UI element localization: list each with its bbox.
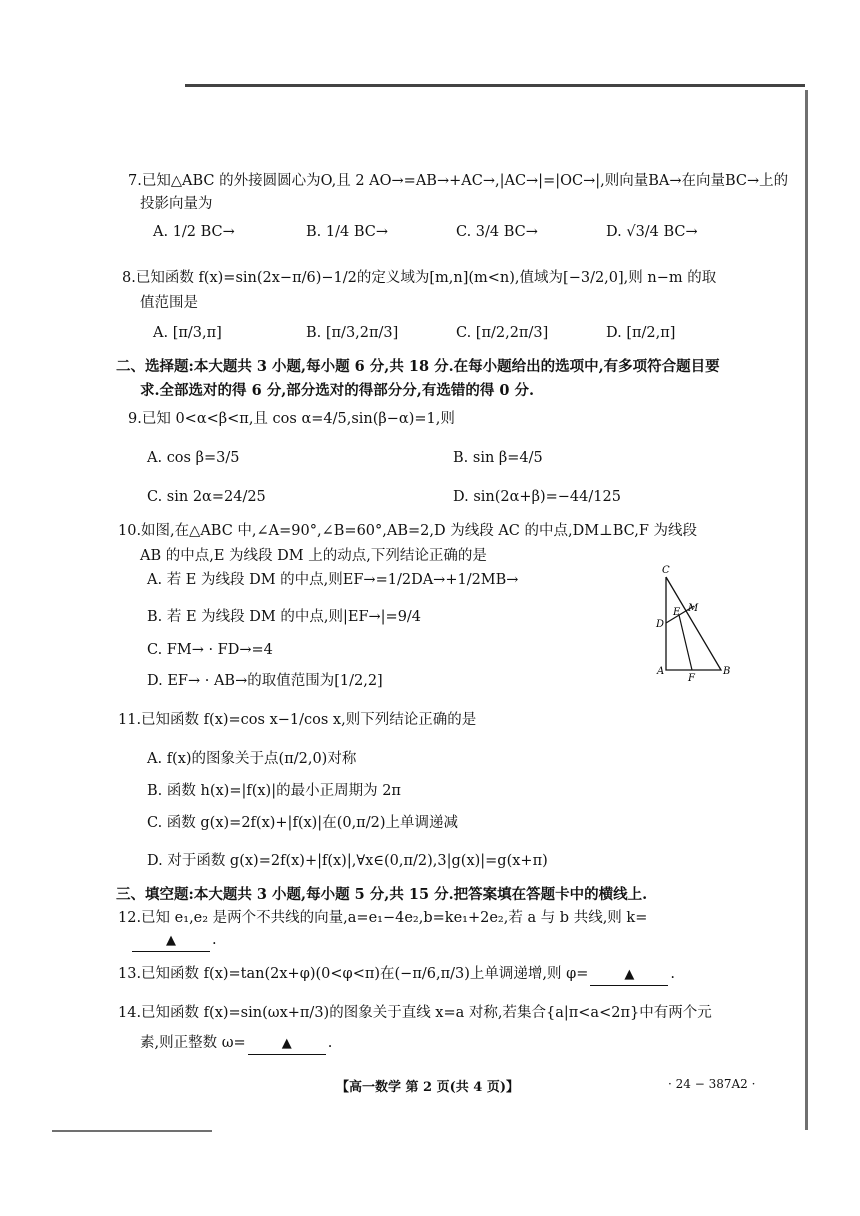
q11-option-a: A. f(x)的图象关于点(π/2,0)对称 [147, 751, 357, 767]
q12-stem: 12.已知 e₁,e₂ 是两个不共线的向量,a=e₁−4e₂,b=ke₁+2e₂,若 a 与 b 共线,则 k= [118, 910, 648, 926]
q14-line2: 素,则正整数 ω= ▲ . [140, 1033, 332, 1055]
q8-option-b: B. [π/3,2π/3] [306, 325, 399, 341]
q7-option-c: C. 3/4 BC→ [456, 224, 538, 240]
point-label-a: A [657, 666, 665, 677]
answer-triangle-icon: ▲ [624, 967, 635, 982]
triangle-figure [650, 560, 740, 685]
q12-answer-blank: ▲ . [130, 930, 217, 952]
q8-option-d: D. [π/2,π] [606, 325, 676, 341]
q9-option-a: A. cos β=3/5 [147, 450, 240, 466]
q10-option-b: B. 若 E 为线段 DM 的中点,则|EF→|=9/4 [147, 609, 422, 625]
section3-heading: 三、填空题:本大题共 3 小题,每小题 5 分,共 15 分.把答案填在答题卡中的横线上. [116, 886, 648, 903]
footer-paper-code: · 24 − 387A2 · [668, 1077, 756, 1091]
segment-fe [679, 615, 692, 670]
point-label-m: M [688, 603, 699, 614]
q9-option-b: B. sin β=4/5 [453, 450, 543, 466]
q13-stem: 13.已知函数 f(x)=tan(2x+φ)(0<φ<π)在(−π/6,π/3)上单调递增,则 φ= [118, 966, 589, 982]
section2-heading-line2: 求.全部选对的得 6 分,部分选对的得部分分,有选错的得 0 分. [140, 382, 535, 399]
point-label-d: D [656, 619, 665, 630]
point-label-c: C [662, 565, 670, 576]
q7-stem-line2: 投影向量为 [140, 196, 213, 212]
scan-edge-bottom [52, 1130, 212, 1132]
point-label-b: B [723, 666, 731, 677]
q9-stem: 9.已知 0<α<β<π,且 cos α=4/5,sin(β−α)=1,则 [128, 411, 455, 427]
q11-option-c: C. 函数 g(x)=2f(x)+|f(x)|在(0,π/2)上单调递减 [147, 815, 458, 831]
q11-option-b: B. 函数 h(x)=|f(x)|的最小正周期为 2π [147, 783, 401, 799]
q8-option-a: A. [π/3,π] [153, 325, 222, 341]
scan-edge-right [805, 90, 808, 1130]
q9-option-c: C. sin 2α=24/25 [147, 489, 266, 505]
q8-option-c: C. [π/2,2π/3] [456, 325, 549, 341]
section2-heading-line1: 二、选择题:本大题共 3 小题,每小题 6 分,共 18 分.在每小题给出的选项中,有多项符合题目要 [116, 358, 720, 375]
q7-option-b: B. 1/4 BC→ [306, 224, 388, 240]
q11-stem: 11.已知函数 f(x)=cos x−1/cos x,则下列结论正确的是 [118, 712, 477, 728]
point-label-e: E [673, 607, 681, 618]
q10-stem-line2: AB 的中点,E 为线段 DM 上的动点,下列结论正确的是 [140, 548, 487, 564]
answer-triangle-icon: ▲ [166, 933, 176, 948]
scan-edge-top [185, 84, 805, 87]
q10-stem-line1: 10.如图,在△ABC 中,∠A=90°,∠B=60°,AB=2,D 为线段 AC 的中点,DM⊥BC,F 为线段 [118, 523, 698, 539]
q10-option-c: C. FM→ · FD→=4 [147, 642, 273, 658]
q11-option-d: D. 对于函数 g(x)=2f(x)+|f(x)|,∀x∈(0,π/2),3|g(x)|=g(x+π) [147, 853, 548, 869]
q14-stem-line1: 14.已知函数 f(x)=sin(ωx+π/3)的图象关于直线 x=a 对称,若集合{a|π<a<2π}中有两个元 [118, 1005, 712, 1021]
footer-page-info: 【高一数学 第 2 页(共 4 页)】 [336, 1080, 520, 1095]
q13-line: 13.已知函数 f(x)=tan(2x+φ)(0<φ<π)在(−π/6,π/3)上单调递增,则 φ= ▲ . [118, 964, 675, 986]
triangle-outline [666, 577, 721, 670]
q7-option-d: D. √3/4 BC→ [606, 224, 698, 240]
q10-option-a: A. 若 E 为线段 DM 的中点,则EF→=1/2DA→+1/2MB→ [147, 572, 519, 588]
point-label-f: F [688, 673, 695, 684]
q7-stem-line1: 7.已知△ABC 的外接圆圆心为O,且 2 AO→=AB→+AC→,|AC→|=|OC→|,则向量BA→在向量BC→上的 [128, 173, 789, 189]
q9-option-d: D. sin(2α+β)=−44/125 [453, 489, 621, 505]
q14-stem-line2: 素,则正整数 ω= [140, 1035, 246, 1051]
q8-stem-line1: 8.已知函数 f(x)=sin(2x−π/6)−1/2的定义域为[m,n](m<n),值域为[−3/2,0],则 n−m 的取 [122, 270, 717, 286]
q10-option-d: D. EF→ · AB→的取值范围为[1/2,2] [147, 673, 383, 689]
answer-triangle-icon: ▲ [281, 1036, 292, 1051]
q8-stem-line2: 值范围是 [140, 295, 198, 311]
q7-option-a: A. 1/2 BC→ [153, 224, 235, 240]
